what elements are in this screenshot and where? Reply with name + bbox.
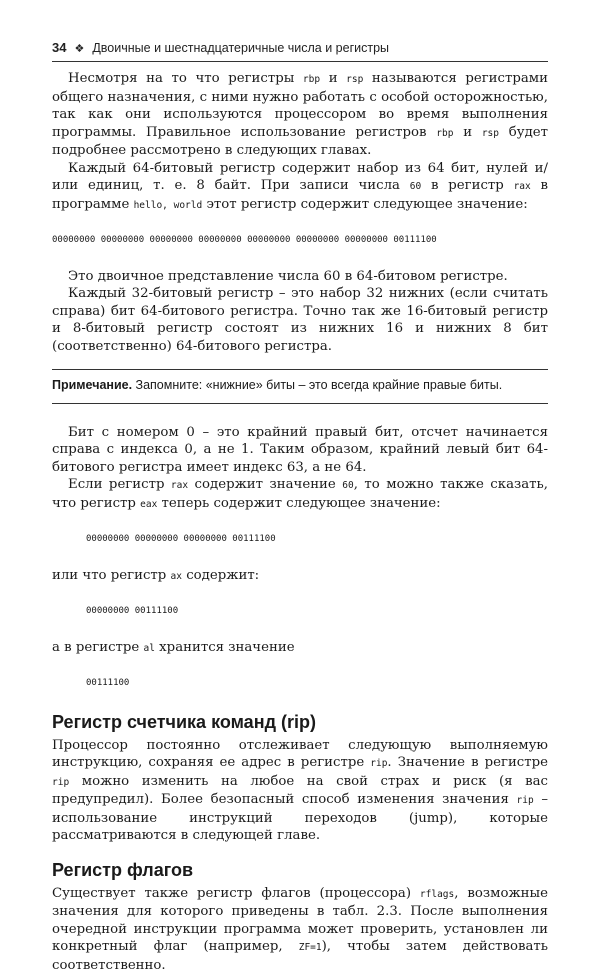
code-rax-value: 00000000 00000000 00000000 00000000 00000000 00000000 00000000 00111100 [52,232,548,250]
heading-rip: Регистр счетчика команд (rip) [52,711,548,733]
note-box [52,369,548,404]
note-label: Примечание. [52,378,132,392]
paragraph-flags: Существует также регистр флагов (процессора) rflags, возможные значения для которого приведены в табл. 2.3. После выполнения очередной инструкции программа может проверить, установлен ли конкретный флаг (например, ZF=1), чтобы затем действовать соответственно. [52,885,548,974]
page-body [52,70,548,974]
paragraph-64bit: Каждый 64-битовый регистр содержит набор из 64 бит, нулей и/или единиц, т. е. 8 байт. При записи числа 60 в регистр rax в программе hello, world этот регистр содержит следующее значение: [52,160,548,215]
heading-flags: Регистр флагов [52,859,548,881]
page-number: 34 [52,40,66,55]
paragraph-32bit: Каждый 32-битовый регистр – это набор 32 нижних (если считать справа) бит 64-битового регистра. Точно так же 16-битовый регистр и 8-битовый регистр состоят из нижних 16 и нижних 8 бит (соответственно) 64-битового регистра. [52,285,548,355]
ornament-icon: ❖ [74,42,84,55]
code-eax-value: 00000000 00000000 00000000 00111100 [86,531,548,549]
paragraph-rip: Процессор постоянно отслеживает следующую выполняемую инструкцию, сохраняя ее адрес в регистре rip. Значение в регистре rip можно изменить на любое на свой страх и риск (я вас предупредил). Более безопасный способ изменения значения rip – использование инструкций переходов (jump), которые рассматриваются в следующей главе. [52,737,548,845]
running-header [52,40,548,62]
paragraph-ax: или что регистр ax содержит: [52,567,548,586]
running-title: Двоичные и шестнадцатеричные числа и регистры [92,41,389,55]
code-al-value: 00111100 [86,675,548,693]
paragraph-al: а в регистре al хранится значение [52,639,548,658]
paragraph-bit-zero: Бит с номером 0 – это крайний правый бит, отсчет начинается справа с индекса 0, а не 1. Таким образом, крайний левый бит 64-битового регистра имеет индекс 63, а не 64. [52,424,548,477]
note-text: Запомните: «нижние» биты – это всегда крайние правые биты. [132,378,502,392]
code-ax-value: 00000000 00111100 [86,603,548,621]
paragraph-binary-repr: Это двоичное представление числа 60 в 64-битовом регистре. [52,268,548,286]
paragraph-eax: Если регистр rax содержит значение 60, то можно также сказать, что регистр eax теперь содержит следующее значение: [52,476,548,513]
paragraph-rbp-rsp: Несмотря на то что регистры rbp и rsp называются регистрами общего назначения, с ними нужно работать с особой осторожностью, так как они используются процессором во время выполнения программы. Правильное использование регистров rbp и rsp будет подробнее рассмотрено в следующих главах. [52,70,548,160]
